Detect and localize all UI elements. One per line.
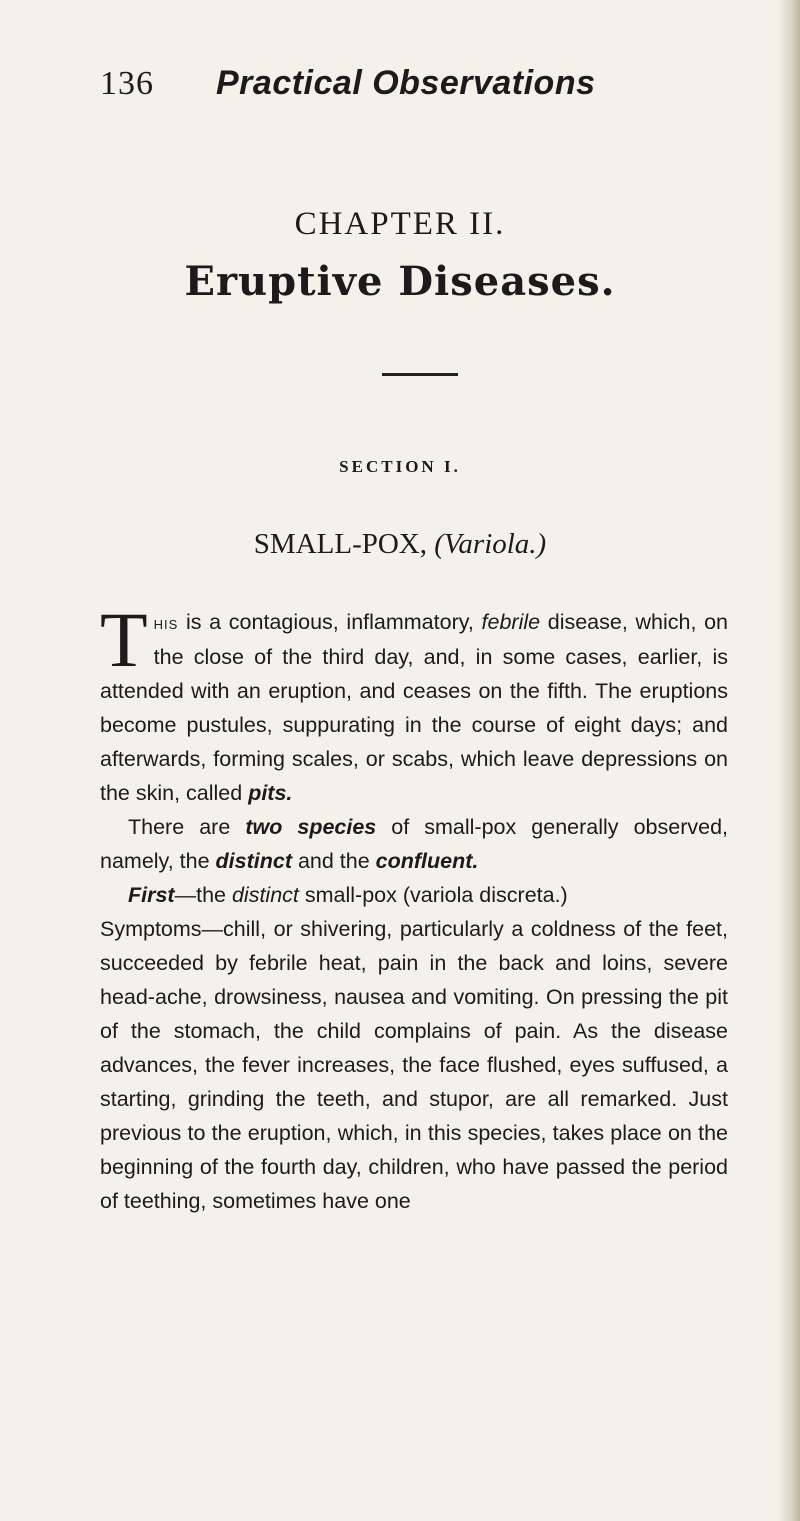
paragraph-4: Symptoms—chill, or shivering, particularly a coldness of the feet, succeeded by febrile heat, pain in the back and loins, severe head-ache, drowsiness, nausea and vomiting. On pressing the pit of the stomach, the child complains of pain. As the disease advances, the fever increases, the face flushed, eyes suffused, a starting, grinding the teeth, and stupor, are all remarked. Just previous to the eruption, which, in this species, takes place on the beginning of the fourth day, children, who have passed the period of teething, sometimes have one	[100, 917, 728, 1213]
body-text	[100, 596, 728, 1218]
subject-latin: (Variola.)	[434, 528, 547, 560]
emphasis-pits: pits.	[248, 781, 293, 805]
emphasis-febrile: febrile	[481, 610, 541, 634]
section-label: SECTION I.	[339, 457, 461, 476]
text-run: There are	[128, 815, 246, 839]
paragraph-3	[100, 878, 728, 912]
text-run: of small-pox generally observed, namely, the	[100, 815, 728, 873]
text-run: —the	[174, 883, 232, 907]
section-subject	[0, 528, 800, 561]
emphasis-confluent: confluent.	[375, 849, 479, 873]
paragraph-1	[100, 596, 728, 810]
text-run: is a contagious, inflammatory,	[178, 610, 482, 634]
text-run: disease, which, on the close of the third day, and, in some cases, earlier, is attended with an eruption, and ceases on the fifth. The eruptions become pustules, suppurating in the course of eight days; and afterwards, forming scales, or scabs, which leave depressions on the skin, called	[100, 610, 728, 805]
subject-main: SMALL-POX,	[253, 528, 427, 560]
emphasis-distinct: distinct	[215, 849, 292, 873]
lead-word: his	[153, 613, 179, 633]
paragraph-2	[100, 810, 728, 878]
chapter-heading: CHAPTER II.	[294, 206, 506, 242]
emphasis-first: First	[128, 883, 175, 907]
emphasis-distinct-2: distinct	[231, 883, 299, 907]
drop-cap: T	[100, 596, 148, 683]
page-number: 136	[100, 65, 154, 102]
text-run: and the	[291, 849, 376, 873]
running-head	[100, 64, 596, 104]
divider-rule	[382, 373, 458, 376]
running-title: Practical Observations	[216, 64, 596, 102]
emphasis-two-species: two species	[245, 815, 377, 839]
text-run: small-pox (variola discreta.)	[298, 883, 568, 907]
chapter-title: Eruptive Diseases.	[184, 258, 616, 305]
